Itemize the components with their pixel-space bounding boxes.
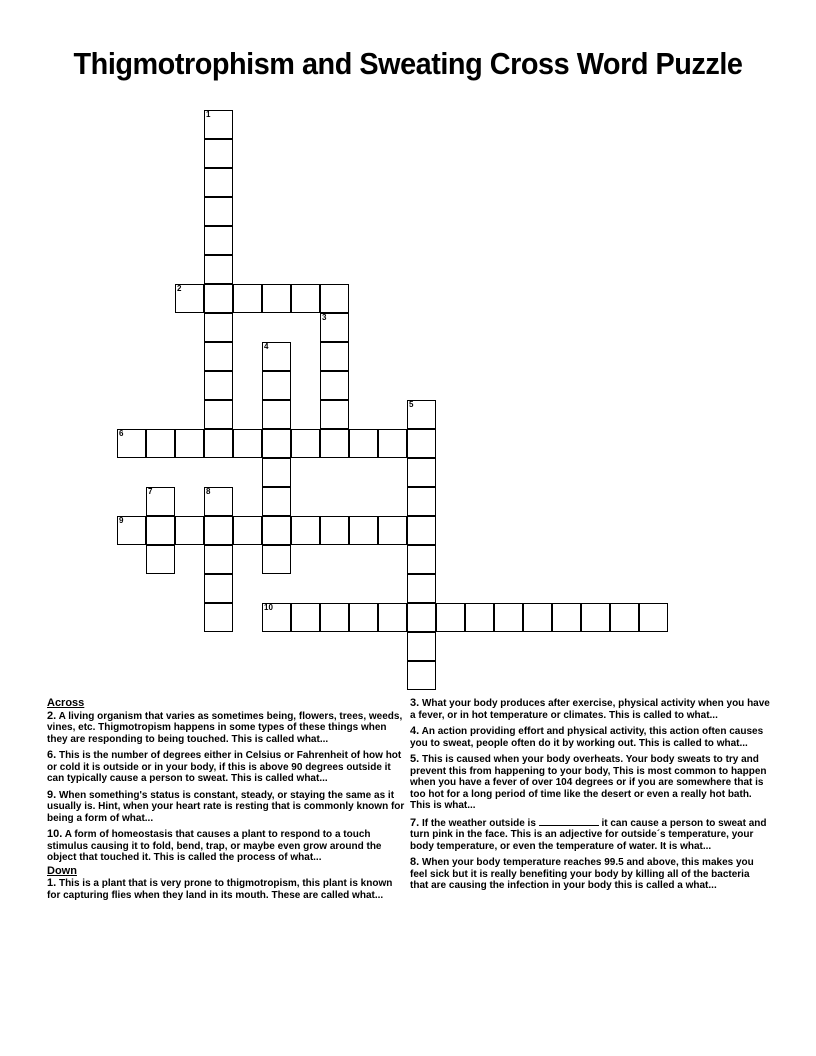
across-heading: Across: [47, 697, 85, 709]
grid-cell[interactable]: [204, 574, 233, 603]
grid-cell[interactable]: [146, 545, 175, 574]
clue-text-before: If the weather outside is: [421, 817, 536, 829]
grid-cell[interactable]: [436, 603, 465, 632]
clue-text-after: it can cause a person to sweat and turn pink in the face. This is an adjective for outside´s temperature, your body temperature, or even the temperature of water. It is what...: [410, 817, 767, 852]
grid-cell[interactable]: [610, 603, 639, 632]
clue-text: This is the number of degrees either in Celsius or Fahrenheit of how hot or cold it is outside or in your body, if this is above 90 degrees outside it can typically cause a person to sweat. This is called what...: [47, 750, 402, 784]
grid-cell[interactable]: [320, 342, 349, 371]
grid-cell[interactable]: [146, 487, 175, 516]
clue-across-10: [47, 829, 407, 864]
grid-cell[interactable]: [494, 603, 523, 632]
clue-text: A form of homeostasis that causes a plant to respond to a touch stimulus causing it to fold, bend, trap, or maybe even grow around the object that touched it. This is called the process of what...: [47, 829, 382, 863]
grid-cell[interactable]: [146, 516, 175, 545]
clue-number: 7.: [410, 816, 420, 829]
grid-cell[interactable]: [262, 603, 291, 632]
cell-number: 7: [148, 487, 153, 496]
clue-down-1: [47, 878, 407, 901]
grid-cell[interactable]: [291, 284, 320, 313]
clue-down-8: [410, 857, 770, 892]
grid-cell[interactable]: [204, 429, 233, 458]
grid-cell[interactable]: [262, 371, 291, 400]
grid-cell[interactable]: [204, 313, 233, 342]
cell-number: 3: [322, 313, 327, 322]
across-clue-list: [47, 711, 407, 864]
grid-cell[interactable]: [262, 516, 291, 545]
cell-number: 10: [264, 603, 273, 612]
grid-cell[interactable]: [204, 516, 233, 545]
grid-cell[interactable]: [204, 226, 233, 255]
grid-cell[interactable]: [639, 603, 668, 632]
grid-cell[interactable]: [407, 458, 436, 487]
grid-cell[interactable]: [204, 603, 233, 632]
grid-cell[interactable]: [523, 603, 552, 632]
grid-cell[interactable]: [320, 429, 349, 458]
grid-cell[interactable]: [349, 603, 378, 632]
grid-cell[interactable]: [291, 429, 320, 458]
clue-text: When something's status is constant, steady, or staying the same as it usually is. Hint, when your heart rate is resting that is commonly known for being a form of what...: [47, 789, 405, 824]
grid-cell[interactable]: [291, 603, 320, 632]
grid-cell[interactable]: [262, 284, 291, 313]
grid-cell[interactable]: [175, 429, 204, 458]
clue-across-9: [47, 790, 407, 825]
grid-cell[interactable]: [465, 603, 494, 632]
grid-cell[interactable]: [349, 516, 378, 545]
clue-text: A living organism that varies as sometimes being, flowers, trees, weeds, vines, etc. Thigmotropism happens in some types of these things when they are responding to being touched. This is called what...: [47, 710, 403, 745]
answer-blank: [539, 817, 599, 826]
grid-cell[interactable]: [204, 284, 233, 313]
grid-cell[interactable]: [204, 342, 233, 371]
grid-cell[interactable]: [407, 661, 436, 690]
grid-cell[interactable]: [378, 603, 407, 632]
grid-cell[interactable]: [233, 284, 262, 313]
clue-number: 5.: [410, 753, 420, 765]
grid-cell[interactable]: [204, 168, 233, 197]
clue-text: When your body temperature reaches 99.5 and above, this makes you feel sick but it is really benefiting your body by killing all of the bacteria that are causing the infection in your body this is called a what...: [410, 857, 754, 891]
clue-number: 2.: [47, 709, 57, 722]
clue-number: 4.: [410, 725, 420, 737]
grid-cell[interactable]: [407, 400, 436, 429]
grid-cell[interactable]: [262, 400, 291, 429]
grid-cell[interactable]: [233, 429, 262, 458]
grid-cell[interactable]: [204, 197, 233, 226]
grid-cell[interactable]: [378, 429, 407, 458]
page-title: Thigmotrophism and Sweating Cross Word Puzzle: [73, 46, 743, 81]
grid-cell[interactable]: [204, 545, 233, 574]
clue-number: 9.: [47, 788, 57, 801]
clue-down-4: [410, 726, 770, 749]
clue-across-2: [47, 711, 407, 746]
grid-cell[interactable]: [204, 371, 233, 400]
clue-number: 6.: [47, 749, 57, 761]
grid-cell[interactable]: [204, 255, 233, 284]
grid-cell[interactable]: [407, 632, 436, 661]
clue-down-3: [410, 698, 770, 721]
cell-number: 1: [206, 110, 211, 119]
clues-left-column: [47, 698, 407, 906]
cell-number: 4: [264, 342, 269, 351]
grid-cell[interactable]: [320, 516, 349, 545]
grid-cell[interactable]: [117, 429, 146, 458]
grid-cell[interactable]: [552, 603, 581, 632]
clue-number: 10.: [47, 828, 63, 840]
clue-text: This is a plant that is very prone to thigmotropism, this plant is known for capturing flies when they land in its mouth. These are called what...: [47, 878, 393, 901]
grid-cell[interactable]: [407, 574, 436, 603]
clue-down-7: [410, 817, 770, 853]
grid-cell[interactable]: [204, 139, 233, 168]
grid-cell[interactable]: [349, 429, 378, 458]
grid-cell[interactable]: [407, 603, 436, 632]
clue-number: 1.: [47, 877, 57, 889]
grid-cell[interactable]: [581, 603, 610, 632]
grid-cell[interactable]: [175, 284, 204, 313]
grid-cell[interactable]: [320, 371, 349, 400]
grid-cell[interactable]: [262, 342, 291, 371]
clues-right-column: [410, 698, 770, 897]
grid-cell[interactable]: [204, 110, 233, 139]
cell-number: 6: [119, 429, 124, 438]
clue-across-6: [47, 750, 407, 785]
grid-cell[interactable]: [320, 400, 349, 429]
grid-cell[interactable]: [262, 487, 291, 516]
grid-cell[interactable]: [378, 516, 407, 545]
grid-cell[interactable]: [262, 458, 291, 487]
grid-cell[interactable]: [407, 545, 436, 574]
grid-cell[interactable]: [204, 400, 233, 429]
grid-cell[interactable]: [146, 429, 175, 458]
clue-text: This is caused when your body overheats. Your body sweats to try and prevent this from happening to your body, This is most common to happen when you have a fever of over 104 degrees or if you are somewhere that is too hot for a long period of time like the desert or even a really hot bath. This is what...: [410, 754, 767, 811]
clue-down-5: [410, 754, 770, 812]
grid-cell[interactable]: [320, 313, 349, 342]
clue-number: 3.: [410, 697, 420, 709]
grid-cell[interactable]: [262, 429, 291, 458]
grid-cell[interactable]: [407, 487, 436, 516]
grid-cell[interactable]: [175, 516, 204, 545]
cell-number: 8: [206, 487, 211, 496]
grid-cell[interactable]: [407, 429, 436, 458]
grid-cell[interactable]: [262, 545, 291, 574]
grid-cell[interactable]: [291, 516, 320, 545]
cell-number: 9: [119, 516, 124, 525]
grid-cell[interactable]: [320, 284, 349, 313]
grid-cell[interactable]: [407, 516, 436, 545]
down-heading: Down: [47, 864, 77, 877]
grid-cell[interactable]: [117, 516, 146, 545]
clue-number: 8.: [410, 856, 420, 868]
cell-number: 5: [409, 400, 414, 409]
cell-number: 2: [177, 284, 182, 293]
grid-cell[interactable]: [204, 487, 233, 516]
clue-text: An action providing effort and physical activity, this action often causes you to sweat, people often do it by working out. This is called to what...: [410, 726, 764, 749]
clue-text: What your body produces after exercise, physical activity when you have a fever, or in hot temperature or climates. This is called to what...: [410, 698, 770, 721]
grid-cell[interactable]: [233, 516, 262, 545]
grid-cell[interactable]: [320, 603, 349, 632]
